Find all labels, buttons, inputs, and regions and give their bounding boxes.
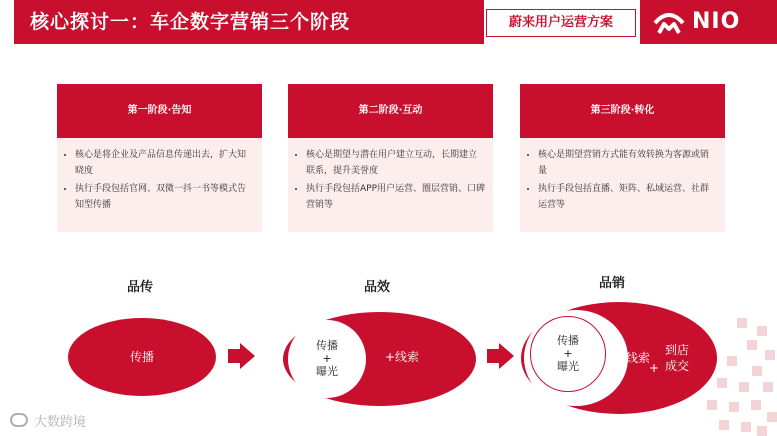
level2-ellipse: [283, 312, 476, 406]
nio-logo-icon: [652, 9, 686, 35]
stage-bullet: • 执行手段包括直播、矩阵、私域运营、社群运营等: [538, 181, 717, 213]
stage-heading: 第二阶段·互动: [288, 84, 493, 138]
level-label-2: 品效: [364, 280, 391, 295]
stage-card-1: [57, 84, 262, 232]
level2-circle-line1: 传播: [316, 339, 338, 352]
level1-center-text: 传播: [129, 350, 154, 364]
level-label-1: 品传: [127, 280, 154, 295]
stage-bullet: • 核心是将企业及产品信息传递出去，扩大知晓度: [75, 147, 254, 179]
infinity-logo-icon: [10, 413, 28, 427]
level2-inner-circle: [288, 320, 366, 398]
level3-ellipse: [521, 302, 717, 414]
level3-outer-text-1: +线索: [615, 351, 651, 365]
page-subtitle: 蔚来用户运营方案: [486, 9, 636, 37]
stage-bullet: • 执行手段包括APP用户运营、圈层营销、口碑营销等: [306, 181, 485, 213]
level2-circle-line2: +: [322, 352, 332, 365]
level3-outer-plus: +: [649, 361, 660, 375]
level3-outer-text-2b: 成交: [664, 359, 689, 373]
stage-body: [520, 138, 725, 213]
stage-heading: 第一阶段·告知: [57, 84, 262, 138]
level3-circle-line2: +: [563, 347, 573, 360]
level3-outer-text-2a: 到店: [664, 343, 689, 357]
page-title: 核心探讨一：车企数字营销三个阶段: [14, 0, 484, 44]
level2-outer-text: +线索: [384, 350, 420, 364]
level-label-3: 品销: [599, 276, 626, 291]
level1-ellipse: [68, 318, 216, 396]
header-bar: [0, 0, 777, 44]
stage-heading: 第三阶段·转化: [520, 84, 725, 138]
level3-circle-line1: 传播: [557, 334, 579, 347]
stage-card-2: [288, 84, 493, 232]
stage-body: [57, 138, 262, 213]
level2-circle-line3: 曝光: [316, 365, 338, 378]
watermark: [10, 410, 86, 430]
logo-text: NIO: [692, 9, 741, 34]
stage-bullet: • 核心是期望与潜在用户建立互动，长期建立联系，提升美誉度: [306, 147, 485, 179]
stage-bullet: • 执行手段包括官网、双微一抖一书等模式告知型传播: [75, 181, 254, 213]
stage-card-3: [520, 84, 725, 232]
stage-bullet: • 核心是期望营销方式能有效转换为客源或销量: [538, 147, 717, 179]
watermark-text: 大数跨境: [34, 414, 87, 430]
level3-inner-circle: [530, 316, 606, 392]
stage-body: [288, 138, 493, 213]
level3-circle-line3: 曝光: [557, 360, 579, 373]
brand-logo: [640, 0, 777, 44]
